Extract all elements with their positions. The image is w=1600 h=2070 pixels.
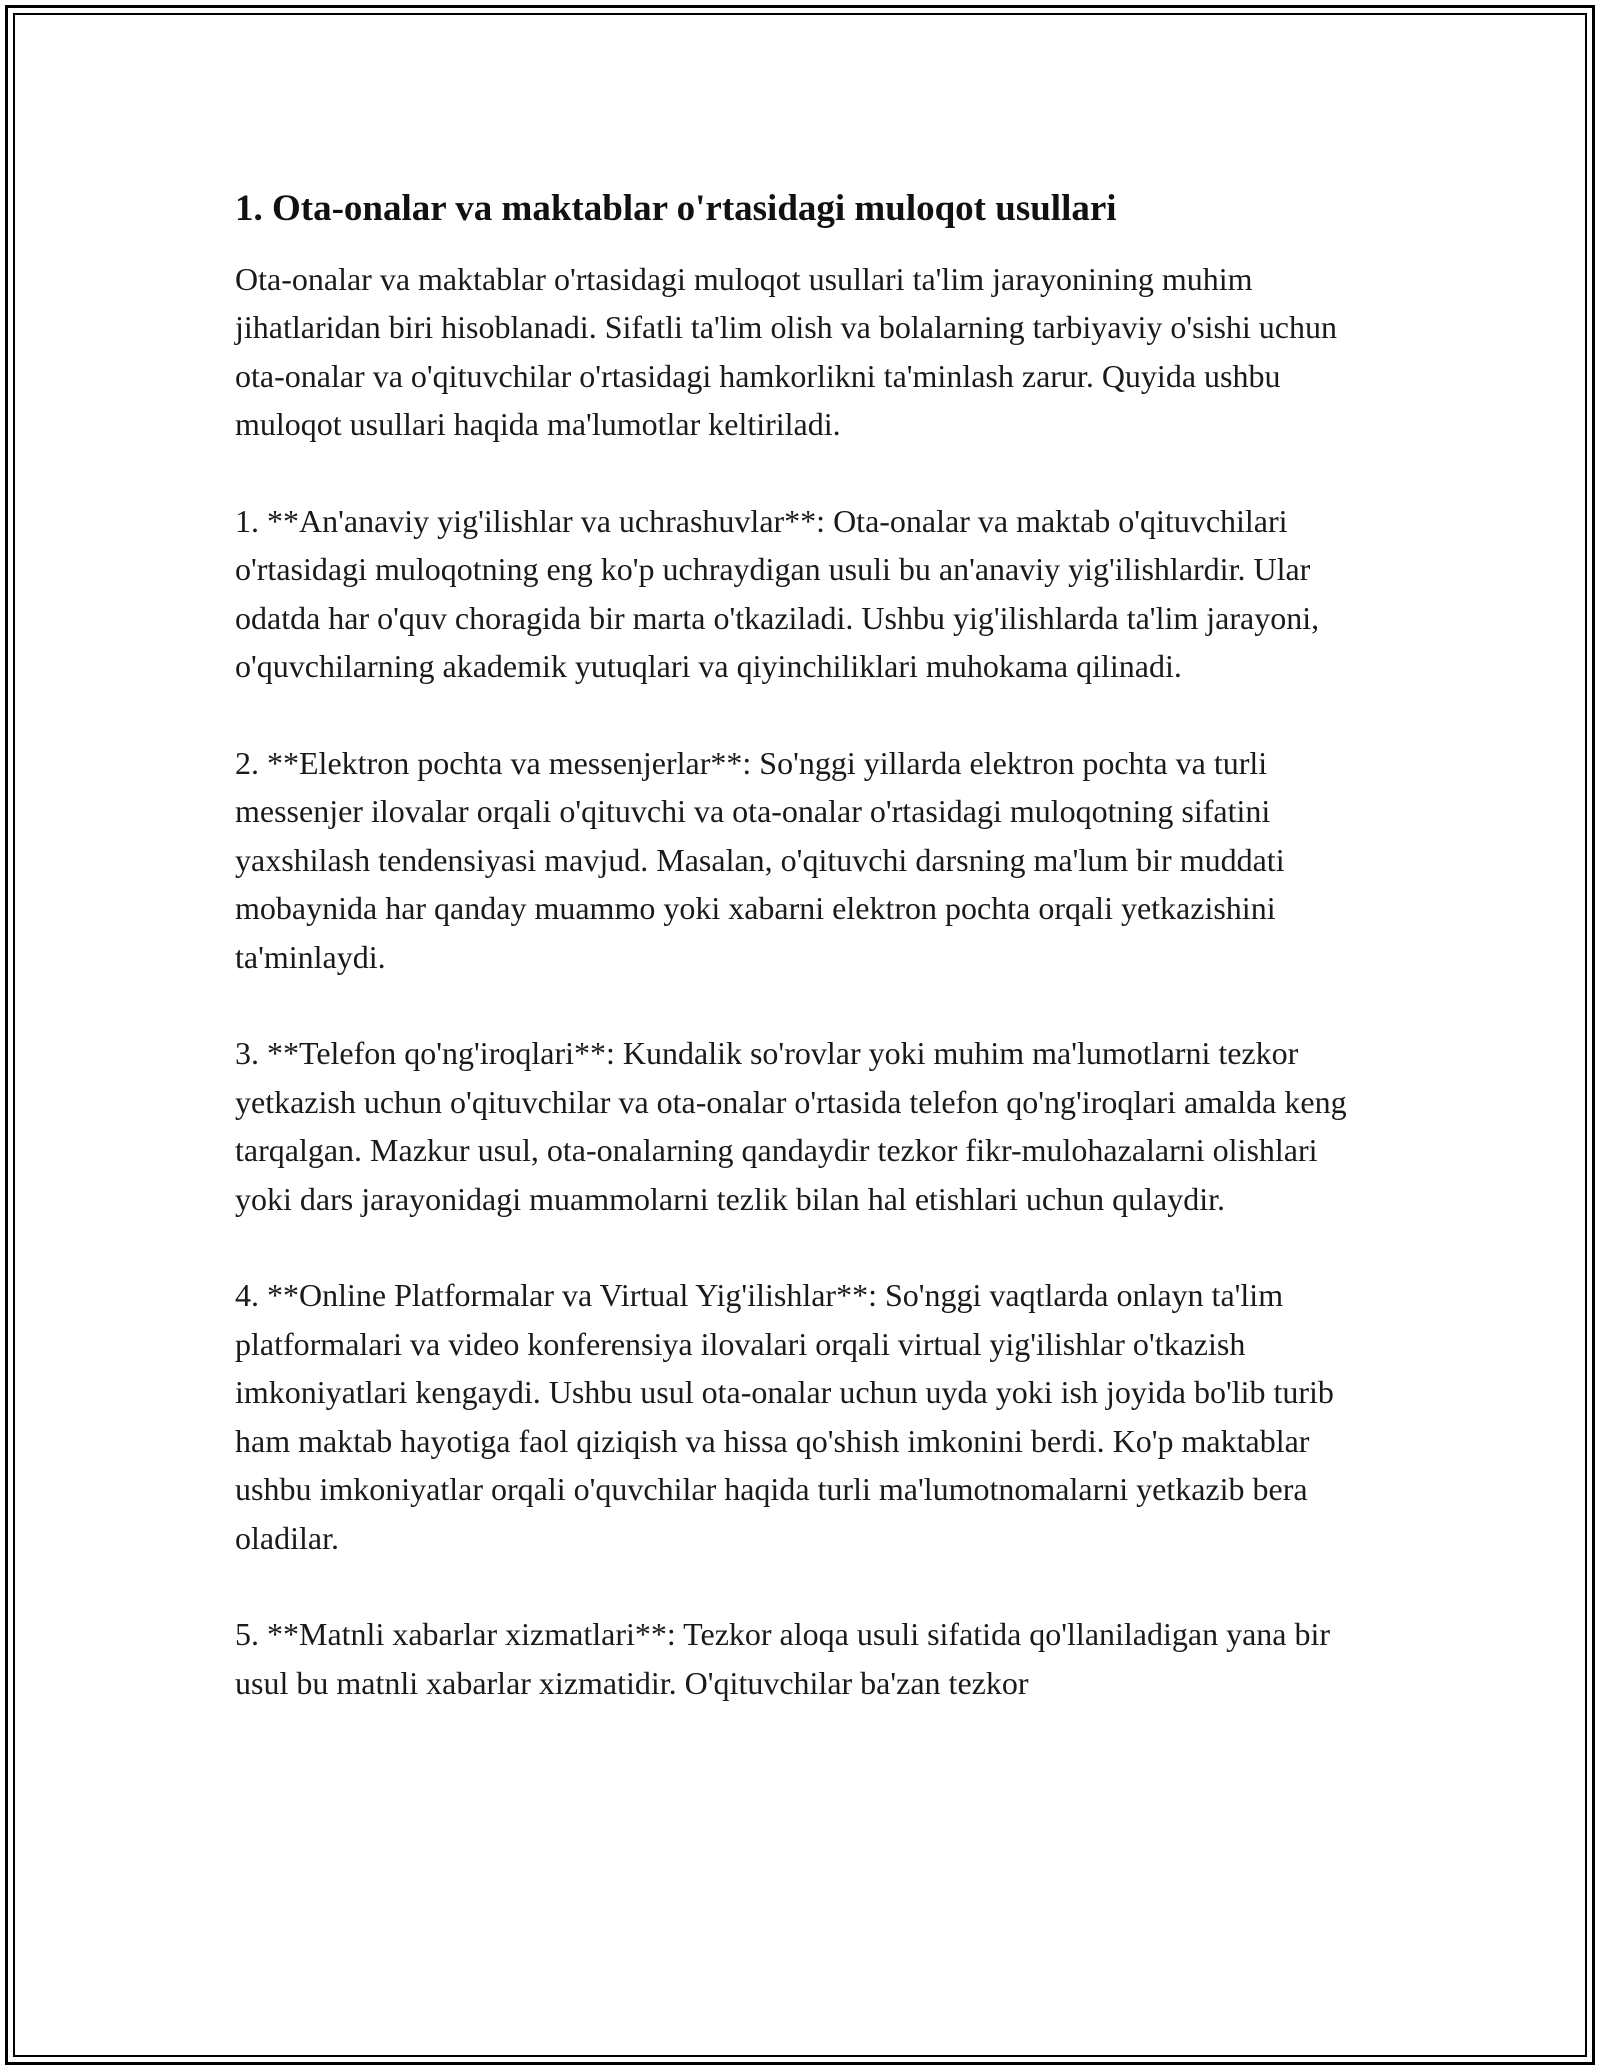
paragraph-item-5: 5. **Matnli xabarlar xizmatlari**: Tezkor aloqa usuli sifatida qo'llaniladigan yana bir usul bu matnli xabarlar xizmatidir. O'qituvchilar ba'zan tezkor: [235, 1616, 1331, 1701]
intro-paragraph: Ota-onalar va maktablar o'rtasidagi muloqot usullari ta'lim jarayonining muhim jihatlaridan biri hisoblanadi. Sifatli ta'lim olish va bolalarning tarbiyaviy o'sishi uchun ota-onalar va o'qituvchilar o'rtasidagi hamkorlikni ta'minlash zarur. Quyida ushbu muloqot usullari haqida ma'lumotlar keltiriladi.: [235, 261, 1337, 443]
paragraph-item-4: 4. **Online Platformalar va Virtual Yig'ilishlar**: So'nggi vaqtlarda onlayn ta'lim platformalari va video konferensiya ilovalari orqali virtual yig'ilishlar o'tkazish imkoniyatlari kengaydi. Ushbu usul ota-onalar uchun uyda yoki ish joyida bo'lib turib ham maktab hayotiga faol qiziqish va hissa qo'shish imkonini berdi. Ko'p maktablar ushbu imkoniyatlar orqali o'quvchilar haqida turli ma'lumotnomalarni yetkazib bera oladilar.: [235, 1277, 1334, 1556]
paragraph-item-3: 3. **Telefon qo'ng'iroqlari**: Kundalik so'rovlar yoki muhim ma'lumotlarni tezkor yetkazish uchun o'qituvchilar va ota-onalar o'rtasida telefon qo'ng'iroqlari amalda keng tarqalgan. Mazkur usul, ota-onalarning qandaydir tezkor fikr-mulohazalarni olishlari yoki dars jarayonidagi muammolarni tezlik bilan hal etishlari uchun qulaydir.: [235, 1035, 1347, 1217]
paragraph-item-2: 2. **Elektron pochta va messenjerlar**: So'nggi yillarda elektron pochta va turli messenjer ilovalar orqali o'qituvchi va ota-onalar o'rtasidagi muloqotning sifatini yaxshilash tendensiyasi mavjud. Masalan, o'qituvchi darsning ma'lum bir muddati mobaynida har qanday muammo yoki xabarni elektron pochta orqali yetkazishini ta'minlaydi.: [235, 745, 1285, 975]
paragraph-item-1: 1. **An'anaviy yig'ilishlar va uchrashuvlar**: Ota-onalar va maktab o'qituvchilari o'rtasidagi muloqotning eng ko'p uchraydigan usuli bu an'anaviy yig'ilishlardir. Ular odatda har o'quv choragida bir marta o'tkaziladi. Ushbu yig'ilishlarda ta'lim jarayoni, o'quvchilarning akademik yutuqlari va qiyinchiliklari muhokama qilinadi.: [235, 503, 1320, 685]
document-body: [235, 185, 1370, 1756]
document-title: 1. Ota-onalar va maktablar o'rtasidagi muloqot usullari: [235, 188, 1117, 229]
